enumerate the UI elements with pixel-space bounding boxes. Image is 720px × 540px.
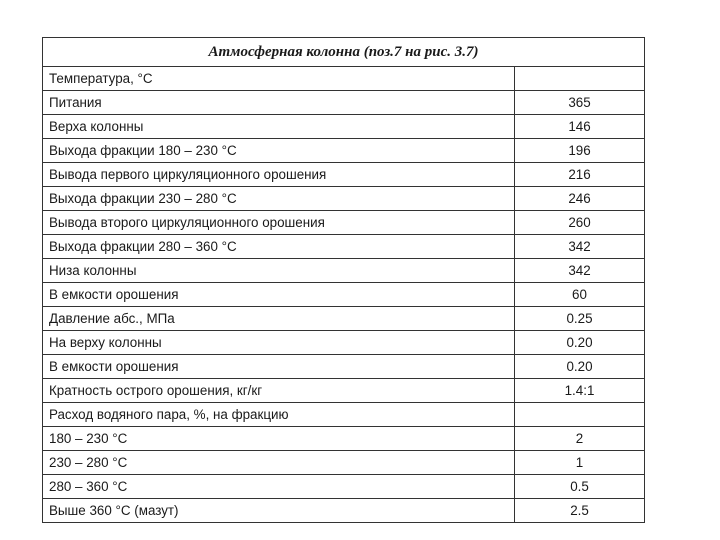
row-value: 2.5	[515, 499, 645, 523]
table-row	[43, 475, 645, 499]
row-value: 0.20	[515, 331, 645, 355]
row-label: В емкости орошения	[43, 355, 515, 379]
row-label: Выхода фракции 280 – 360 °С	[43, 235, 515, 259]
row-label: Давление абс., МПа	[43, 307, 515, 331]
table-row	[43, 235, 645, 259]
row-value: 342	[515, 235, 645, 259]
row-label: Выхода фракции 180 – 230 °С	[43, 139, 515, 163]
row-label: Вывода второго циркуляционного орошения	[43, 211, 515, 235]
table-row	[43, 211, 645, 235]
row-label: Выше 360 °С (мазут)	[43, 499, 515, 523]
row-value: 0.25	[515, 307, 645, 331]
row-value: 146	[515, 115, 645, 139]
table-title-row	[43, 38, 645, 67]
row-value: 1	[515, 451, 645, 475]
row-label: Расход водяного пара, %, на фракцию	[43, 403, 515, 427]
row-label: В емкости орошения	[43, 283, 515, 307]
row-label: 230 – 280 °С	[43, 451, 515, 475]
parameters-table	[42, 37, 645, 523]
row-label: Питания	[43, 91, 515, 115]
table-row	[43, 187, 645, 211]
table-row	[43, 427, 645, 451]
table-row	[43, 163, 645, 187]
table-row	[43, 379, 645, 403]
row-label: На верху колонны	[43, 331, 515, 355]
row-value: 1.4:1	[515, 379, 645, 403]
row-label: Выхода фракции 230 – 280 °С	[43, 187, 515, 211]
row-value: 2	[515, 427, 645, 451]
row-value: 216	[515, 163, 645, 187]
table-row	[43, 91, 645, 115]
row-value: 196	[515, 139, 645, 163]
table-title: Атмосферная колонна (поз.7 на рис. 3.7)	[43, 38, 645, 67]
row-label: Кратность острого орошения, кг/кг	[43, 379, 515, 403]
table-row	[43, 139, 645, 163]
table-row	[43, 499, 645, 523]
row-value: 60	[515, 283, 645, 307]
row-value: 365	[515, 91, 645, 115]
row-value	[515, 403, 645, 427]
data-sheet	[42, 37, 644, 523]
table-row	[43, 331, 645, 355]
row-label: 180 – 230 °С	[43, 427, 515, 451]
table-row	[43, 259, 645, 283]
table-row	[43, 283, 645, 307]
table-row	[43, 115, 645, 139]
row-label: 280 – 360 °С	[43, 475, 515, 499]
table-row	[43, 67, 645, 91]
table-row	[43, 451, 645, 475]
row-value: 0.5	[515, 475, 645, 499]
table-row	[43, 403, 645, 427]
row-label: Вывода первого циркуляционного орошения	[43, 163, 515, 187]
row-label: Температура, °С	[43, 67, 515, 91]
row-value: 260	[515, 211, 645, 235]
table-row	[43, 307, 645, 331]
row-value	[515, 67, 645, 91]
row-label: Низа колонны	[43, 259, 515, 283]
row-value: 0.20	[515, 355, 645, 379]
row-label: Верха колонны	[43, 115, 515, 139]
table-row	[43, 355, 645, 379]
row-value: 246	[515, 187, 645, 211]
row-value: 342	[515, 259, 645, 283]
